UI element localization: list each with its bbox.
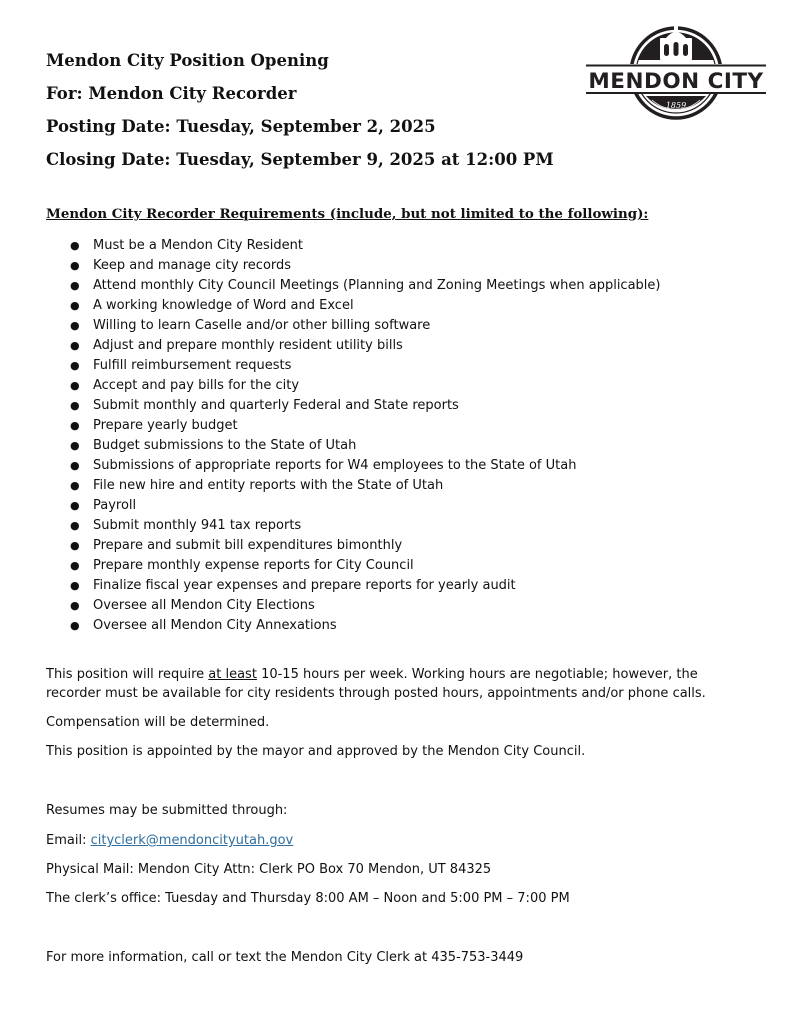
bullet-icon: ● [70,439,80,452]
requirement-text: Fulfill reimbursement requests [93,358,292,373]
hours-emphasis: at least [208,667,257,682]
bullet-icon: ● [70,599,80,612]
requirement-text: Submit monthly 941 tax reports [93,518,302,533]
hours-line2: recorder must be available for city residents through posted hours, appointments and/or phone calls. [46,686,706,701]
bullet-icon: ● [70,339,80,352]
requirement-text: Submissions of appropriate reports for W4 employees to the State of Utah [93,458,577,473]
bullet-icon: ● [70,399,80,412]
bullet-icon: ● [70,359,80,372]
bullet-icon: ● [70,419,80,432]
bullet-icon: ● [70,479,80,492]
requirement-text: Prepare monthly expense reports for City Council [93,558,414,573]
position-for: For: Mendon City Recorder [46,84,297,103]
resumes-intro: Resumes may be submitted through: [46,803,288,818]
requirement-text: Keep and manage city records [93,258,292,273]
requirement-item [66,496,660,516]
bullet-icon: ● [70,499,80,512]
requirement-item [66,356,660,376]
email-label: Email: [46,833,91,848]
requirement-text: Must be a Mendon City Resident [93,238,303,253]
bullet-icon: ● [70,319,80,332]
requirement-item [66,556,660,576]
bullet-icon: ● [70,259,80,272]
requirement-text: Willing to learn Caselle and/or other billing software [93,318,431,333]
requirement-text: Oversee all Mendon City Annexations [93,618,337,633]
requirement-text: A working knowledge of Word and Excel [93,298,354,313]
bullet-icon: ● [70,559,80,572]
hours-prefix: This position will require [46,667,209,682]
bullet-icon: ● [70,279,80,292]
requirement-text: Prepare and submit bill expenditures bimonthly [93,538,403,553]
requirement-item [66,456,660,476]
requirements-heading: Mendon City Recorder Requirements (include, but not limited to the following): [46,206,649,222]
requirement-text: Oversee all Mendon City Elections [93,598,315,613]
closing-date: Closing Date: Tuesday, September 9, 2025 at 12:00 PM [46,150,554,169]
requirement-text: Payroll [93,498,137,513]
requirement-item [66,536,660,556]
requirement-item [66,476,660,496]
posting-header [46,44,566,176]
hours-paragraph [46,665,706,703]
requirement-item [66,376,660,396]
bullet-icon: ● [70,519,80,532]
email-link[interactable]: cityclerk@mendoncityutah.gov [90,833,294,848]
requirement-item [66,616,660,636]
requirement-item [66,596,660,616]
requirement-text: Submit monthly and quarterly Federal and State reports [93,398,459,413]
bullet-icon: ● [70,239,80,252]
position-title: Mendon City Position Opening [46,51,329,70]
bullet-icon: ● [70,579,80,592]
requirement-item [66,276,660,296]
requirements-list [66,236,660,636]
requirement-text: Adjust and prepare monthly resident utility bills [93,338,403,353]
hours-suffix: 10-15 hours per week. Working hours are negotiable; however, the [256,667,698,682]
requirement-text: File new hire and entity reports with the State of Utah [93,478,444,493]
requirement-item [66,256,660,276]
posting-date: Posting Date: Tuesday, September 2, 2025 [46,117,436,136]
requirement-item [66,516,660,536]
bullet-icon: ● [70,459,80,472]
contact-info: For more information, call or text the Mendon City Clerk at 435-753-3449 [46,950,524,965]
requirement-text: Prepare yearly budget [93,418,238,433]
requirement-item [66,336,660,356]
office-hours: The clerk’s office: Tuesday and Thursday 8:00 AM – Noon and 5:00 PM – 7:00 PM [46,891,570,906]
logo-year: 1859 [665,101,687,110]
bullet-icon: ● [70,539,80,552]
requirement-item [66,416,660,436]
appointment-text: This position is appointed by the mayor and approved by the Mendon City Council. [46,744,586,759]
bullet-icon: ● [70,379,80,392]
email-line [46,831,293,850]
logo-wordmark: MENDON CITY [588,69,764,94]
bullet-icon: ● [70,619,80,632]
requirement-item [66,576,660,596]
requirement-item [66,396,660,416]
mendon-city-logo [586,22,766,122]
requirement-item [66,296,660,316]
requirement-text: Attend monthly City Council Meetings (Planning and Zoning Meetings when applicable) [93,278,661,293]
requirement-text: Accept and pay bills for the city [93,378,300,393]
compensation-text: Compensation will be determined. [46,715,270,730]
bullet-icon: ● [70,299,80,312]
requirement-text: Finalize fiscal year expenses and prepare reports for yearly audit [93,578,516,593]
requirement-item [66,236,660,256]
requirement-item [66,316,660,336]
mail-address: Physical Mail: Mendon City Attn: Clerk PO Box 70 Mendon, UT 84325 [46,862,492,877]
requirement-text: Budget submissions to the State of Utah [93,438,357,453]
requirement-item [66,436,660,456]
